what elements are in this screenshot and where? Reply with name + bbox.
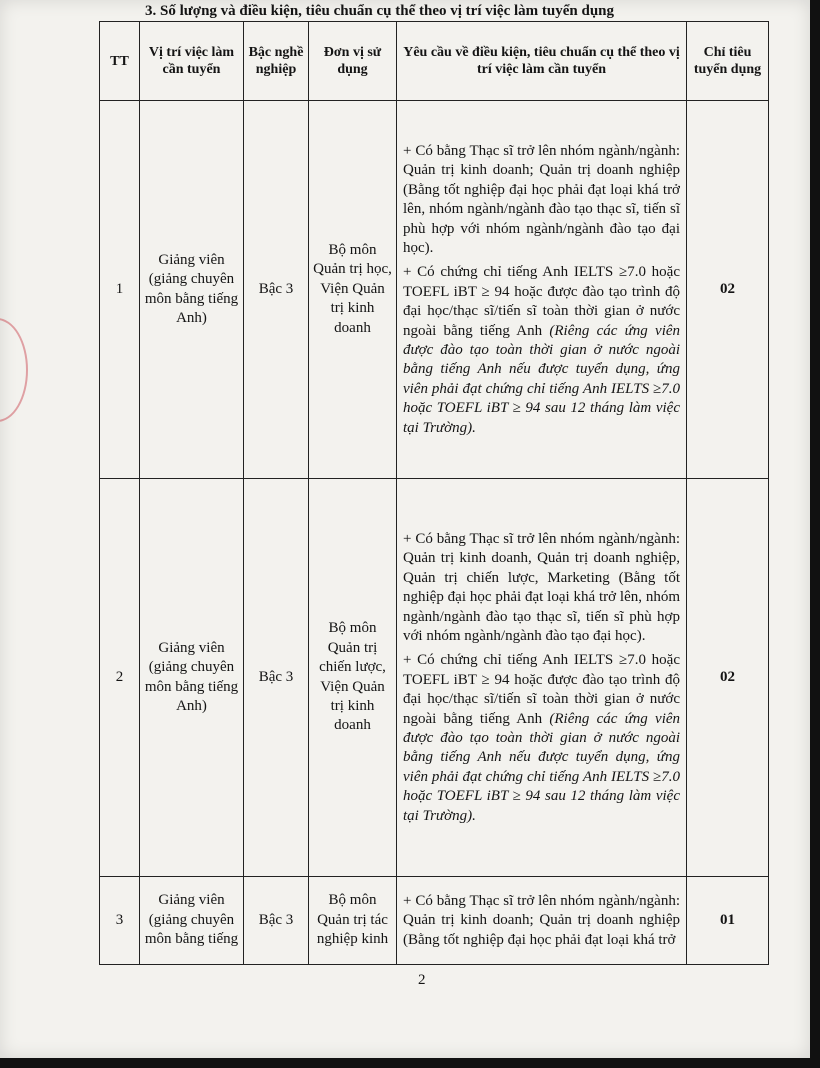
row-quota: 01 xyxy=(687,877,769,965)
requirement-language-main: + Có chứng chỉ tiếng Anh IELTS ≥7.0 hoặc TOEFL iBT ≥ 94 hoặc được đào tạo trình độ đại học/thạc sĩ/tiến sĩ toàn thời gian ở nước ngoài bằng tiếng Anh xyxy=(403,652,680,727)
row-requirements xyxy=(397,877,687,965)
red-stamp-mark xyxy=(0,318,28,422)
row-position: Giảng viên (giảng chuyên môn bằng tiếng Anh) xyxy=(140,479,244,877)
row-tt: 3 xyxy=(100,877,140,965)
requirement-language xyxy=(403,651,680,826)
table-row xyxy=(100,101,769,479)
requirement-language-note: (Riêng các ứng viên được đào tạo toàn thời gian ở nước ngoài bằng tiếng Anh nếu được tuyển dụng, ứng viên phải đạt chứng chỉ tiếng Anh IELTS ≥7.0 hoặc TOEFL iBT ≥ 94 sau 12 tháng làm việc tại Trường). xyxy=(403,710,681,824)
row-level: Bậc 3 xyxy=(244,479,309,877)
requirement-degree: + Có bằng Thạc sĩ trở lên nhóm ngành/ngành: Quản trị kinh doanh; Quản trị doanh nghiệp (Bằng tốt nghiệp đại học phải đạt loại khá trở xyxy=(403,892,680,948)
row-unit: Bộ môn Quản trị chiến lược, Viện Quản trị kinh doanh xyxy=(309,479,397,877)
row-tt: 1 xyxy=(100,101,140,479)
table-row xyxy=(100,479,769,877)
row-position: Giảng viên (giảng chuyên môn bằng tiếng Anh) xyxy=(140,101,244,479)
table-row xyxy=(100,877,769,965)
section-title: 3. Số lượng và điều kiện, tiêu chuẩn cụ thể theo vị trí việc làm tuyển dụng xyxy=(145,3,615,19)
header-unit: Đơn vị sử dụng xyxy=(309,22,397,101)
page-number: 2 xyxy=(418,972,426,988)
header-requirements: Yêu cầu về điều kiện, tiêu chuẩn cụ thể theo vị trí việc làm cần tuyển xyxy=(397,22,687,101)
header-level: Bậc nghề nghiệp xyxy=(244,22,309,101)
requirement-language-note: (Riêng các ứng viên được đào tạo toàn thời gian ở nước ngoài bằng tiếng Anh nếu được tuyển dụng, ứng viên phải đạt chứng chỉ tiếng Anh IELTS ≥7.0 hoặc TOEFL iBT ≥ 94 sau 12 tháng làm việc tại Trường). xyxy=(403,322,681,436)
header-tt: TT xyxy=(100,22,140,101)
row-level: Bậc 3 xyxy=(244,877,309,965)
row-requirements xyxy=(397,101,687,479)
row-unit: Bộ môn Quản trị tác nghiệp kinh xyxy=(309,877,397,965)
requirement-language-main: + Có chứng chỉ tiếng Anh IELTS ≥7.0 hoặc TOEFL iBT ≥ 94 hoặc được đào tạo trình độ đại học/thạc sĩ/tiến sĩ toàn thời gian ở nước ngoài bằng tiếng Anh xyxy=(403,264,680,339)
row-level: Bậc 3 xyxy=(244,101,309,479)
scan-border-right xyxy=(810,0,820,1068)
requirement-language xyxy=(403,263,680,438)
table-header-row xyxy=(100,22,769,101)
requirement-degree: + Có bằng Thạc sĩ trở lên nhóm ngành/ngành: Quản trị kinh doanh; Quản trị doanh nghiệp (Bằng tốt nghiệp đại học phải đạt loại khá trở lên, nhóm ngành/ngành đào tạo thạc sĩ, tiến sĩ phù hợp với nhóm ngành/ngành đào tạo đại học). xyxy=(403,142,680,256)
row-unit: Bộ môn Quản trị học, Viện Quản trị kinh doanh xyxy=(309,101,397,479)
row-requirements xyxy=(397,479,687,877)
row-tt: 2 xyxy=(100,479,140,877)
requirement-degree: + Có bằng Thạc sĩ trở lên nhóm ngành/ngành: Quản trị kinh doanh, Quản trị doanh nghiệp, Quản trị chiến lược, Marketing (Bằng tốt nghiệp đại học phải đạt loại khá trở lên, nhóm ngành/ngành đào tạo thạc sĩ, tiến sĩ phù hợp với nhóm ngành/ngành đào tạo đại học). xyxy=(403,530,680,644)
header-quota: Chỉ tiêu tuyển dụng xyxy=(687,22,769,101)
recruitment-table xyxy=(99,21,769,965)
row-position: Giảng viên (giảng chuyên môn bằng tiếng xyxy=(140,877,244,965)
header-position: Vị trí việc làm cần tuyển xyxy=(140,22,244,101)
scan-border-bottom xyxy=(0,1058,820,1068)
row-quota: 02 xyxy=(687,101,769,479)
row-quota: 02 xyxy=(687,479,769,877)
